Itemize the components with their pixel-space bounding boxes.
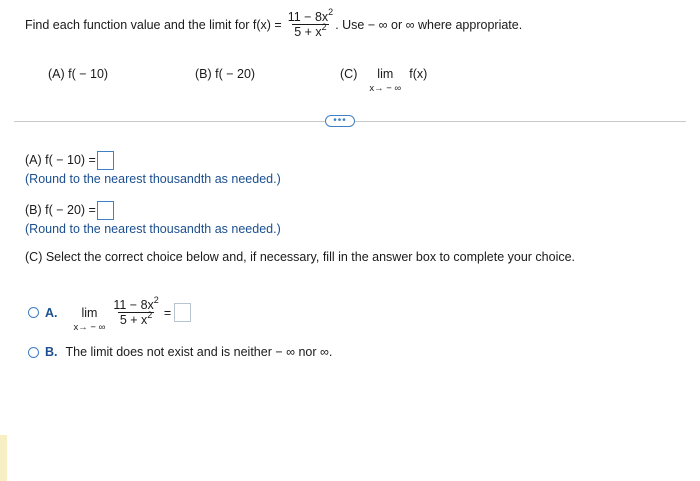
function-fraction <box>286 7 335 39</box>
choice-a[interactable] <box>28 292 191 333</box>
answer-a-label: (A) f( − 10) = <box>25 152 96 167</box>
answer-b-hint: (Round to the nearest thousandth as needed.) <box>25 222 281 236</box>
question-prompt <box>25 7 523 39</box>
choice-a-equals: = <box>163 305 172 320</box>
denominator-exponent: 2 <box>321 22 327 32</box>
answer-c-instruction: (C) Select the correct choice below and, if necessary, fill in the answer box to complete your choice. <box>25 250 576 264</box>
function-numerator: 11 − 8x <box>287 10 329 24</box>
choice-b[interactable] <box>28 345 332 359</box>
part-a-label: (A) f( − 10) <box>48 67 109 81</box>
numerator-exponent: 2 <box>328 7 334 17</box>
choice-a-den-exp: 2 <box>147 310 153 320</box>
part-c-letter: (C) <box>340 67 358 81</box>
choice-b-text: The limit does not exist and is neither − ∞ nor ∞. <box>65 345 333 359</box>
answer-a-row <box>25 151 114 170</box>
answer-b-label: (B) f( − 20) = <box>25 202 96 217</box>
more-options-button[interactable]: ••• <box>325 115 355 127</box>
choice-a-letter: A. <box>45 305 58 320</box>
choice-a-numerator: 11 − 8x <box>113 298 154 312</box>
prompt-suffix: . Use − ∞ or ∞ where appropriate. <box>335 17 523 32</box>
choice-a-radio[interactable] <box>28 307 39 318</box>
part-c-fx: f(x) <box>409 67 428 81</box>
answer-a-hint: (Round to the nearest thousandth as needed.) <box>25 172 281 186</box>
answer-b-row <box>25 201 114 220</box>
choice-a-denominator: 5 + x <box>119 313 148 327</box>
prompt-prefix: Find each function value and the limit for f(x) = <box>25 17 282 32</box>
choice-a-fraction <box>111 295 160 327</box>
side-highlight-strip <box>0 435 7 481</box>
part-b-label: (B) f( − 20) <box>195 67 256 81</box>
choice-b-radio[interactable] <box>28 347 39 358</box>
part-c-label <box>340 67 427 94</box>
part-c-limit <box>369 67 401 94</box>
choice-b-letter: B. <box>45 345 58 359</box>
choice-a-lim-word: lim <box>81 306 98 320</box>
part-c-lim-word: lim <box>377 67 394 81</box>
part-c-lim-sub: x→ − ∞ <box>369 83 402 94</box>
function-denominator: 5 + x <box>294 25 322 39</box>
answer-a-input[interactable] <box>97 151 114 170</box>
choice-a-limit <box>74 306 106 333</box>
choice-a-num-exp: 2 <box>153 295 159 305</box>
choice-a-lim-sub: x→ − ∞ <box>73 322 106 333</box>
choice-a-input[interactable] <box>174 303 191 322</box>
answer-b-input[interactable] <box>97 201 114 220</box>
